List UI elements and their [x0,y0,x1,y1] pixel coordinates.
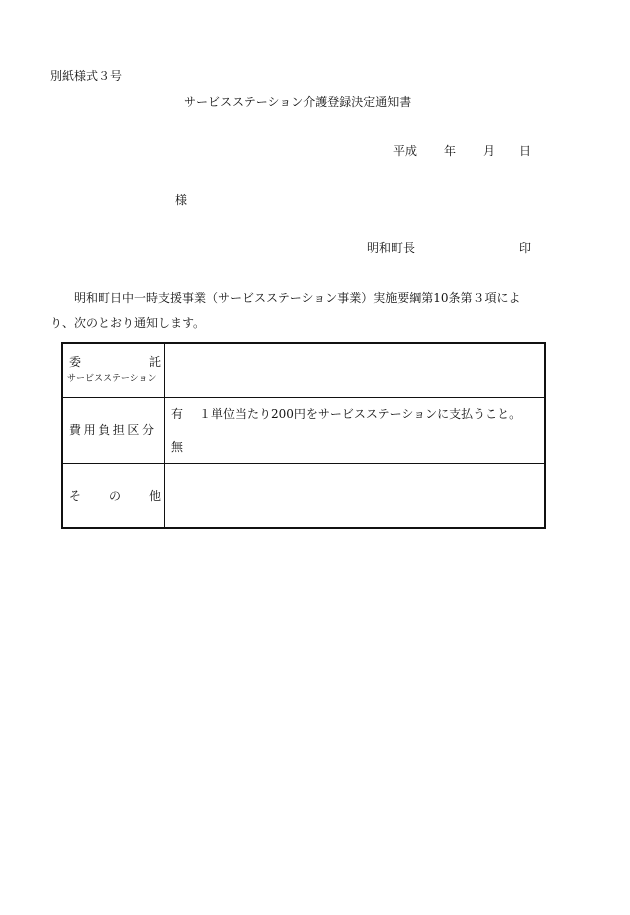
body-text-line-2: り、次のとおり通知します。 [50,316,206,330]
cost-option-yes-detail: １単位当たり200円をサービスステーションに支払うこと。 [199,407,522,421]
cost-option-yes: 有 [171,407,184,421]
cost-option-no: 無 [171,440,184,454]
date-era: 平成 [393,144,418,158]
table-row-divider [63,397,544,398]
label-other-char-3: 他 [149,489,162,503]
label-cost-burden: 費用負担区分 [69,423,157,437]
label-other-char-1: そ [69,489,82,503]
table-row-divider [63,463,544,464]
document-title: サービスステーション介護登録決定通知書 [184,95,412,109]
date-day-unit: 日 [519,144,532,158]
addressee-honorific: 様 [175,193,188,207]
sender-name: 明和町長 [367,241,416,255]
label-itaku-sublabel: サービスステーション [67,374,157,384]
label-other-char-2: の [109,489,122,503]
label-itaku-char-2: 託 [149,355,162,369]
notification-table [61,342,546,529]
date-month-unit: 月 [483,144,496,158]
date-year-unit: 年 [444,144,457,158]
body-text-line-1: 明和町日中一時支援事業（サービスステーション事業）実施要綱第10条第３項によ [74,291,521,305]
label-itaku-char-1: 委 [69,355,82,369]
sender-seal-mark: 印 [519,241,532,255]
form-number: 別紙様式３号 [50,69,123,83]
table-column-divider [164,344,165,527]
